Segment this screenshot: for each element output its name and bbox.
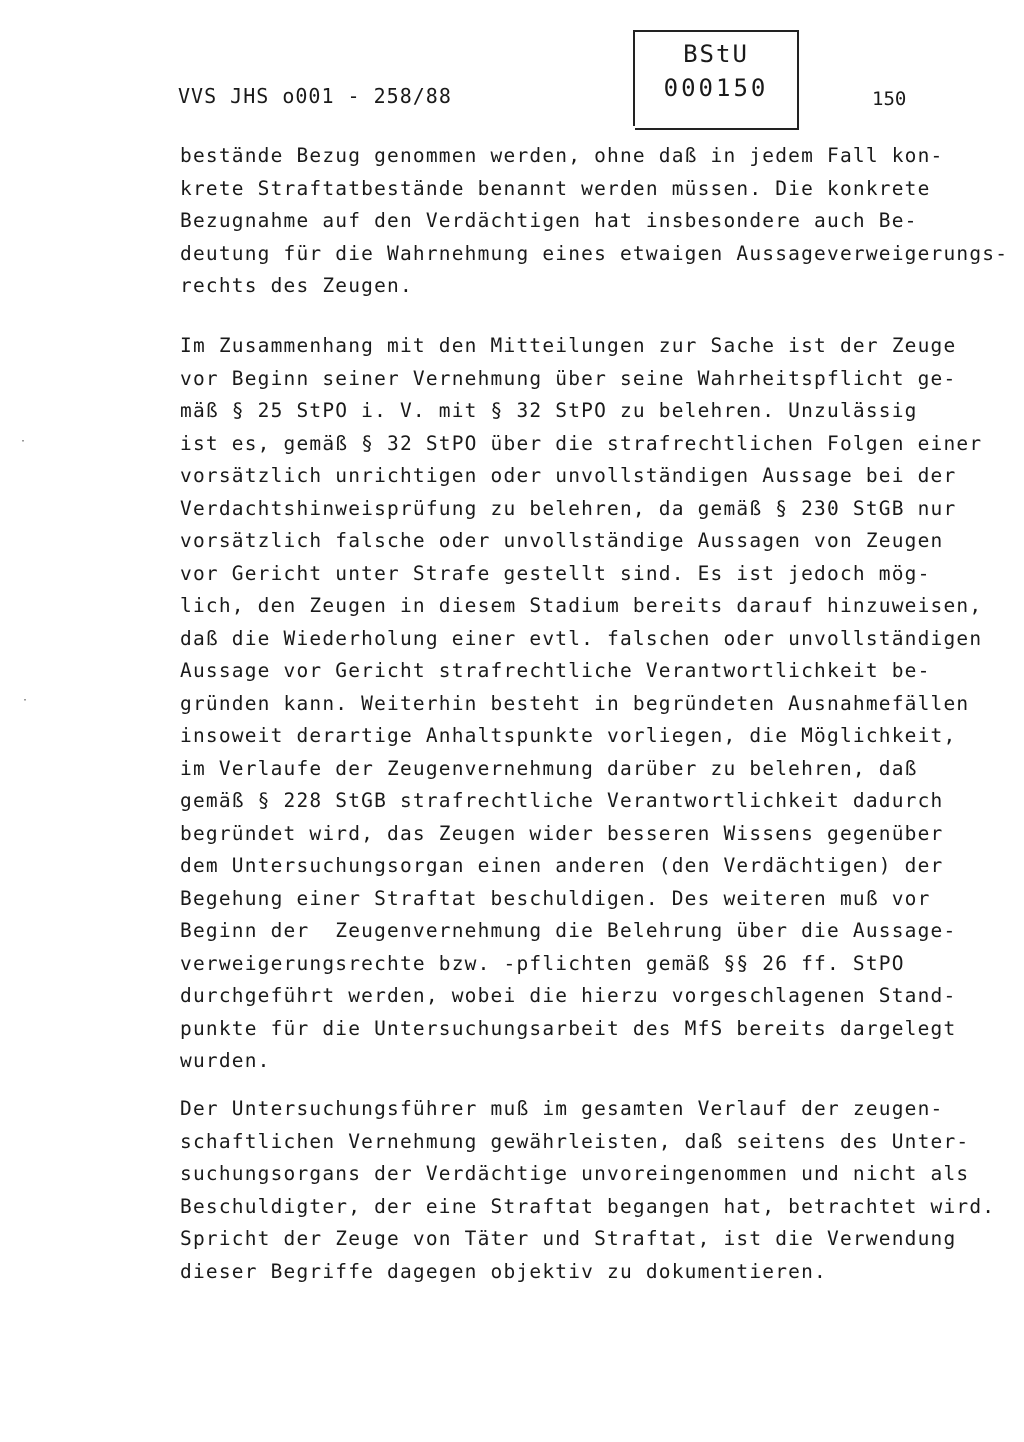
text-line: gründen kann. Weiterhin besteht in begründeten Ausnahmefällen — [180, 691, 970, 715]
text-line: Bezugnahme auf den Verdächtigen hat insbesondere auch Be- — [180, 209, 918, 232]
text-line: vorsätzlich falsche oder unvollständige Aussagen von Zeugen — [180, 529, 944, 552]
stamp-number: 000150 — [663, 74, 769, 102]
text-line: vor Beginn seiner Vernehmung über seine Wahrheitspflicht ge- — [180, 366, 957, 390]
text-line: punkte für die Untersuchungsarbeit des MfS bereits dargelegt — [180, 1016, 957, 1040]
text-line: begründet wird, das Zeugen wider besseren Wissens gegenüber — [180, 821, 944, 845]
text-line: ist es, gemäß § 32 StPO über die strafrechtlichen Folgen einer — [180, 431, 983, 455]
text-line: Aussage vor Gericht strafrechtliche Verantwortlichkeit be- — [180, 659, 931, 682]
text-line: Verdachtshinweisprüfung zu belehren, da gemäß § 230 StGB nur — [180, 496, 957, 520]
text-line: Der Untersuchungsführer muß im gesamten Verlauf der zeugen- — [180, 1097, 944, 1120]
text-line: Begehung einer Straftat beschuldigen. Des weiteren muß vor — [180, 886, 931, 910]
text-line: Spricht der Zeuge von Täter und Straftat, ist die Verwendung — [180, 1227, 957, 1250]
margin-mark: · — [20, 436, 27, 447]
text-line: bestände Bezug genommen werden, ohne daß in jedem Fall kon- — [180, 144, 944, 167]
page-number: 150 — [872, 88, 907, 110]
text-line: krete Straftatbestände benannt werden müssen. Die konkrete — [180, 176, 931, 200]
paragraph-1 — [180, 140, 1009, 303]
archive-stamp — [635, 30, 799, 130]
text-line: rechts des Zeugen. — [180, 274, 413, 297]
text-line: lich, den Zeugen in diesem Stadium bereits darauf hinzuweisen, — [180, 594, 983, 617]
text-line: daß die Wiederholung einer evtl. falschen oder unvollständigen — [180, 626, 983, 650]
text-line: dieser Begriffe dagegen objektiv zu dokumentieren. — [180, 1259, 827, 1283]
text-line: schaftlichen Vernehmung gewährleisten, daß seitens des Unter- — [180, 1129, 970, 1153]
text-line: insoweit derartige Anhaltspunkte vorliegen, die Möglichkeit, — [180, 724, 957, 747]
text-line: wurden. — [180, 1049, 271, 1072]
text-line: Im Zusammenhang mit den Mitteilungen zur Sache ist der Zeuge — [180, 334, 957, 357]
paragraph-3 — [180, 1093, 1000, 1288]
paragraph-2 — [180, 330, 1000, 1078]
text-line: Beginn der Zeugenvernehmung die Belehrung über die Aussage- — [180, 919, 957, 942]
text-line: vorsätzlich unrichtigen oder unvollständigen Aussage bei der — [180, 464, 957, 487]
text-line: mäß § 25 StPO i. V. mit § 32 StPO zu belehren. Unzulässig — [180, 399, 918, 422]
text-line: suchungsorgans der Verdächtige unvoreingenommen und nicht als — [180, 1162, 970, 1185]
margin-mark: · — [22, 695, 29, 706]
stamp-agency: BStU — [683, 40, 749, 68]
document-reference: VVS JHS o001 - 258/88 — [178, 84, 452, 108]
text-line: durchgeführt werden, wobei die hierzu vorgeschlagenen Stand- — [180, 984, 957, 1007]
text-line: deutung für die Wahrnehmung eines etwaigen Aussageverweigerungs- — [180, 241, 1009, 265]
text-line: Beschuldigter, der eine Straftat begangen hat, betrachtet wird. — [180, 1194, 996, 1218]
text-line: verweigerungsrechte bzw. -pflichten gemäß §§ 26 ff. StPO — [180, 951, 905, 975]
text-line: gemäß § 228 StGB strafrechtliche Verantwortlichkeit dadurch — [180, 789, 944, 812]
text-line: dem Untersuchungsorgan einen anderen (den Verdächtigen) der — [180, 854, 944, 877]
text-line: vor Gericht unter Strafe gestellt sind. Es ist jedoch mög- — [180, 561, 931, 585]
text-line: im Verlaufe der Zeugenvernehmung darüber zu belehren, daß — [180, 756, 918, 780]
